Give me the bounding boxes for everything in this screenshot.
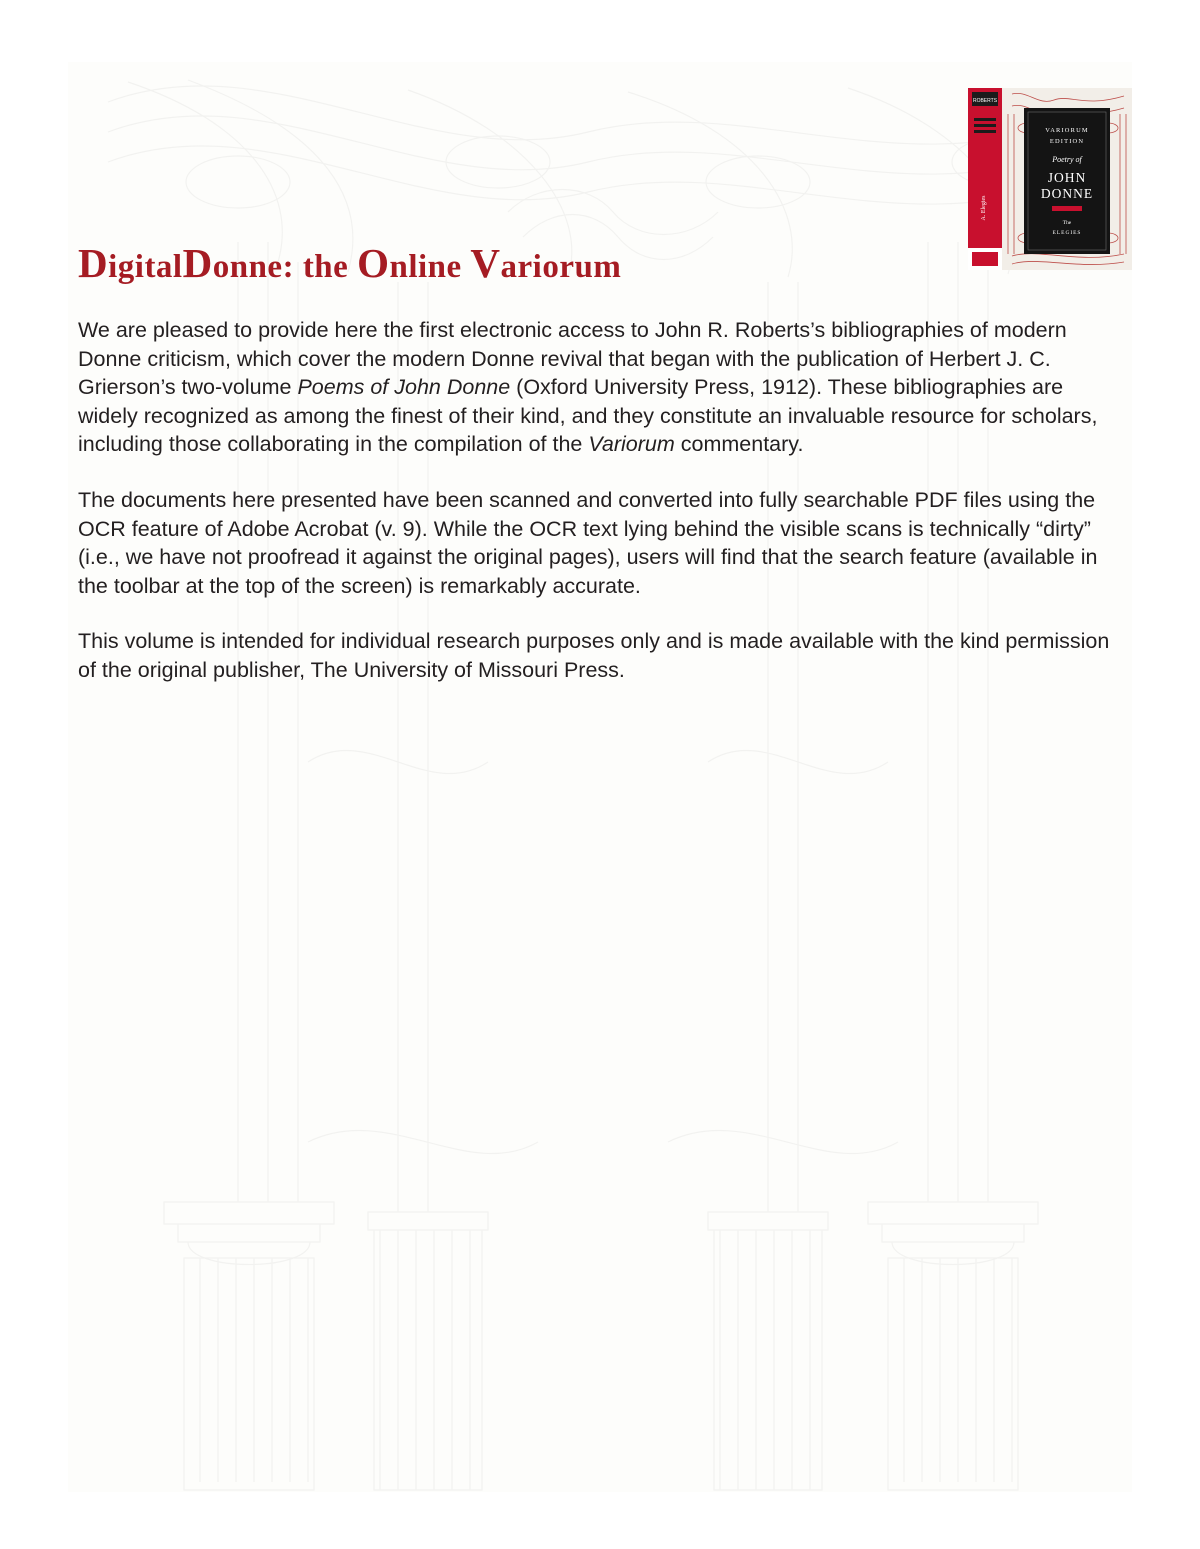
svg-text:The: The	[1062, 220, 1072, 226]
book-cover-image	[968, 88, 1132, 270]
title-segment: V	[470, 240, 501, 287]
variorum-italic: Variorum	[588, 432, 675, 457]
title-segment: onne	[212, 249, 283, 286]
svg-text:DONNE: DONNE	[1040, 186, 1094, 201]
svg-text:ROBERTS: ROBERTS	[972, 98, 998, 104]
title-segment: : the	[282, 249, 358, 286]
title-segment: nline	[389, 249, 471, 286]
svg-text:A. Elegies: A. Elegies	[981, 195, 987, 221]
title-segment: ariorum	[500, 249, 622, 286]
paragraph-text: (Oxford University Press, 1912). These bibliographies are widely recognized as among the finest of their kind, and they constitute an invaluable resource for scholars, including those collaborating in the compilation of the	[78, 375, 1098, 457]
title-segment: igital	[108, 249, 183, 286]
svg-text:EDITION: EDITION	[1049, 138, 1085, 145]
paragraph-ocr: The documents here presented have been scanned and converted into fully searchable PDF files using the OCR feature of Adobe Acrobat (v. 9). While the OCR text lying behind the visible scans is technically “dirty” (i.e., we have not proofread it against the original pages), users will find that the search feature (available in the toolbar at the top of the screen) is remarkably accurate.	[78, 487, 1098, 598]
book-title-italic: Poems of John Donne	[297, 375, 511, 400]
paragraph-intro	[78, 316, 1120, 459]
paragraph-text: commentary.	[674, 432, 804, 457]
document-body	[78, 316, 1120, 685]
svg-text:VARIORUM: VARIORUM	[1045, 127, 1089, 134]
paragraph-text: We are pleased to provide here the first electronic access to John R. Roberts’s bibliographies of modern Donne criticism, which cover the modern Donne revival that began with the publication of Herbert J. C. Grierson’s two-volume	[78, 318, 1067, 400]
title-segment: D	[182, 240, 213, 287]
svg-text:Poetry of: Poetry of	[1052, 155, 1082, 164]
svg-text:ELEGIES: ELEGIES	[1052, 230, 1082, 236]
svg-text:JOHN: JOHN	[1047, 170, 1087, 185]
title-segment: O	[357, 240, 390, 287]
paragraph-permission: This volume is intended for individual research purposes only and is made available with the kind permission of the original publisher, The University of Missouri Press.	[78, 629, 1110, 682]
page-title	[78, 239, 978, 287]
title-segment: D	[78, 240, 109, 287]
